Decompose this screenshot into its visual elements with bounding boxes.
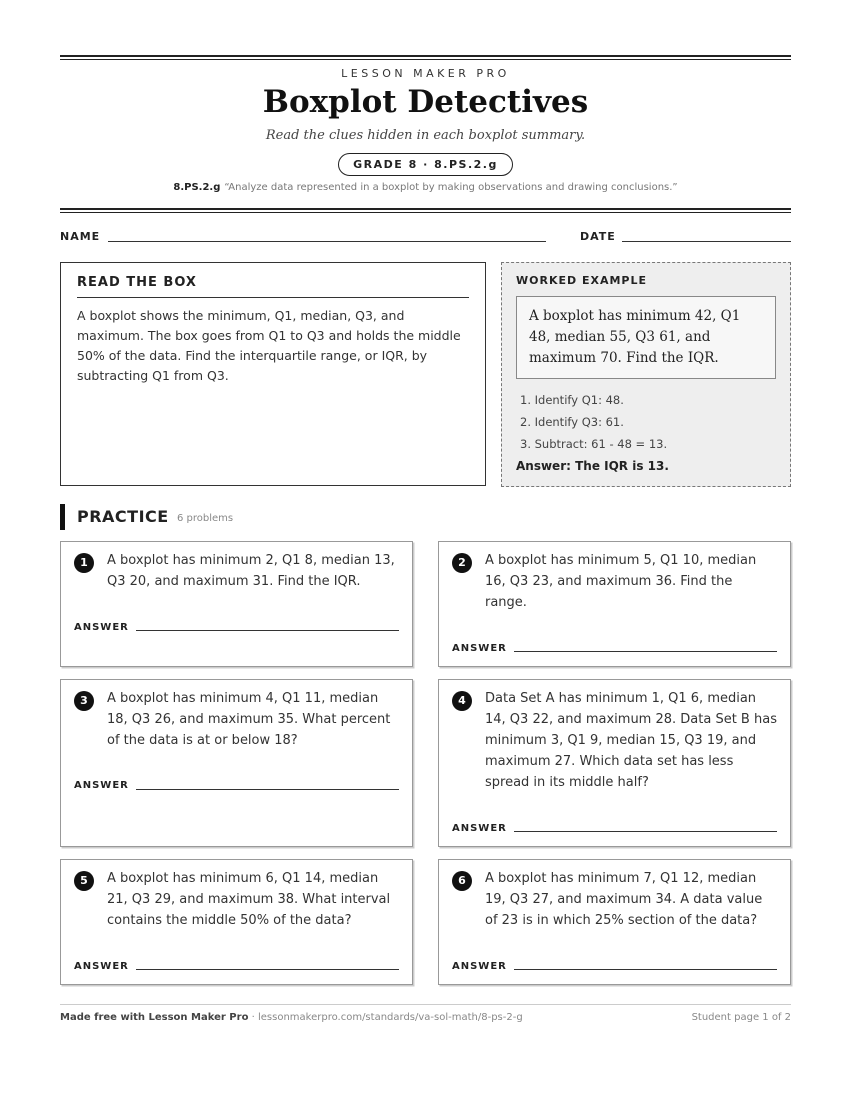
name-label: NAME (60, 230, 101, 243)
answer-field-2[interactable] (514, 651, 777, 652)
footer-credit (60, 1012, 523, 1023)
answer-label: ANSWER (452, 823, 507, 834)
answer-label: ANSWER (74, 961, 129, 972)
standard-code: 8.PS.2.g (173, 182, 221, 193)
worked-example-answer: Answer: The IQR is 13. (516, 459, 669, 473)
standard-text: “Analyze data represented in a boxplot by making observations and drawing conclusions.” (224, 182, 678, 193)
worksheet-title: Boxplot Detectives (262, 84, 589, 120)
problem-count: 6 problems (177, 513, 234, 524)
top-double-rule (60, 55, 791, 60)
worked-example-steps (516, 389, 776, 455)
footer-page-number: Student page 1 of 2 (691, 1012, 791, 1023)
answer-label: ANSWER (74, 780, 129, 791)
step-item: 1. Identify Q1: 48. (520, 393, 624, 407)
read-box-heading: READ THE BOX (77, 275, 469, 298)
answer-label: ANSWER (74, 622, 129, 633)
worksheet-subtitle: Read the clues hidden in each boxplot summary. (265, 128, 586, 143)
name-field[interactable] (108, 241, 546, 242)
date-label: DATE (580, 230, 616, 243)
problem-text: Data Set A has minimum 1, Q1 6, median 14, Q3 22, and maximum 28. Data Set B has minimum 3, Q1 9, median 15, Q3 19, and maximum 27. Which data set has less spread in its middle half? (485, 691, 777, 790)
practice-heading: PRACTICE (77, 507, 169, 526)
worked-example-heading: WORKED EXAMPLE (516, 274, 647, 287)
problem-text: A boxplot has minimum 5, Q1 10, median 16, Q3 23, and maximum 36. Find the range. (485, 553, 757, 610)
problem-text: A boxplot has minimum 6, Q1 14, median 21, Q3 29, and maximum 38. What interval contains the middle 50% of the data? (107, 871, 391, 928)
problem-number: 6 (452, 871, 472, 891)
brand-name: LESSON MAKER PRO (341, 67, 510, 80)
footer-made-with: Made free with Lesson Maker Pro (60, 1012, 249, 1023)
problem-number: 1 (74, 553, 94, 573)
answer-label: ANSWER (452, 961, 507, 972)
answer-field-1[interactable] (136, 630, 399, 631)
worked-example-problem: A boxplot has minimum 42, Q1 48, median 55, Q3 61, and maximum 70. Find the IQR. (516, 296, 776, 379)
problem-text: A boxplot has minimum 4, Q1 11, median 18, Q3 26, and maximum 35. What percent of the data is at or below 18? (107, 691, 391, 748)
header-double-rule (60, 208, 791, 213)
problem-number: 5 (74, 871, 94, 891)
problem-text: A boxplot has minimum 2, Q1 8, median 13, Q3 20, and maximum 31. Find the IQR. (107, 553, 395, 589)
problem-card-1 (60, 541, 413, 667)
worked-example-panel (501, 262, 791, 487)
footer-url[interactable]: · lessonmakerpro.com/standards/va-sol-math/8-ps-2-g (248, 1012, 523, 1023)
step-item: 3. Subtract: 61 - 48 = 13. (520, 437, 668, 451)
problem-card-4 (438, 679, 791, 847)
problem-card-3 (60, 679, 413, 847)
answer-field-3[interactable] (136, 789, 399, 790)
problem-text: A boxplot has minimum 7, Q1 12, median 19, Q3 27, and maximum 34. A data value of 23 is in which 25% section of the data? (485, 871, 763, 928)
problem-number: 4 (452, 691, 472, 711)
answer-field-4[interactable] (514, 831, 777, 832)
standard-description (60, 182, 791, 193)
footer-divider (60, 1004, 791, 1005)
problem-number: 2 (452, 553, 472, 573)
problem-number: 3 (74, 691, 94, 711)
answer-label: ANSWER (452, 643, 507, 654)
problem-card-6 (438, 859, 791, 985)
problem-card-2 (438, 541, 791, 667)
worksheet-page (60, 0, 791, 1100)
read-box-text: A boxplot shows the minimum, Q1, median, Q3, and maximum. The box goes from Q1 to Q3 and holds the middle 50% of the data. Find the interquartile range, or IQR, by subtracting Q1 from Q3. (77, 308, 461, 383)
answer-field-5[interactable] (136, 969, 399, 970)
read-the-box-panel (60, 262, 486, 486)
problem-card-5 (60, 859, 413, 985)
step-item: 2. Identify Q3: 61. (520, 415, 624, 429)
date-field[interactable] (622, 241, 791, 242)
practice-accent-bar (60, 504, 65, 530)
grade-badge: GRADE 8 · 8.PS.2.g (338, 153, 513, 176)
answer-field-6[interactable] (514, 969, 777, 970)
